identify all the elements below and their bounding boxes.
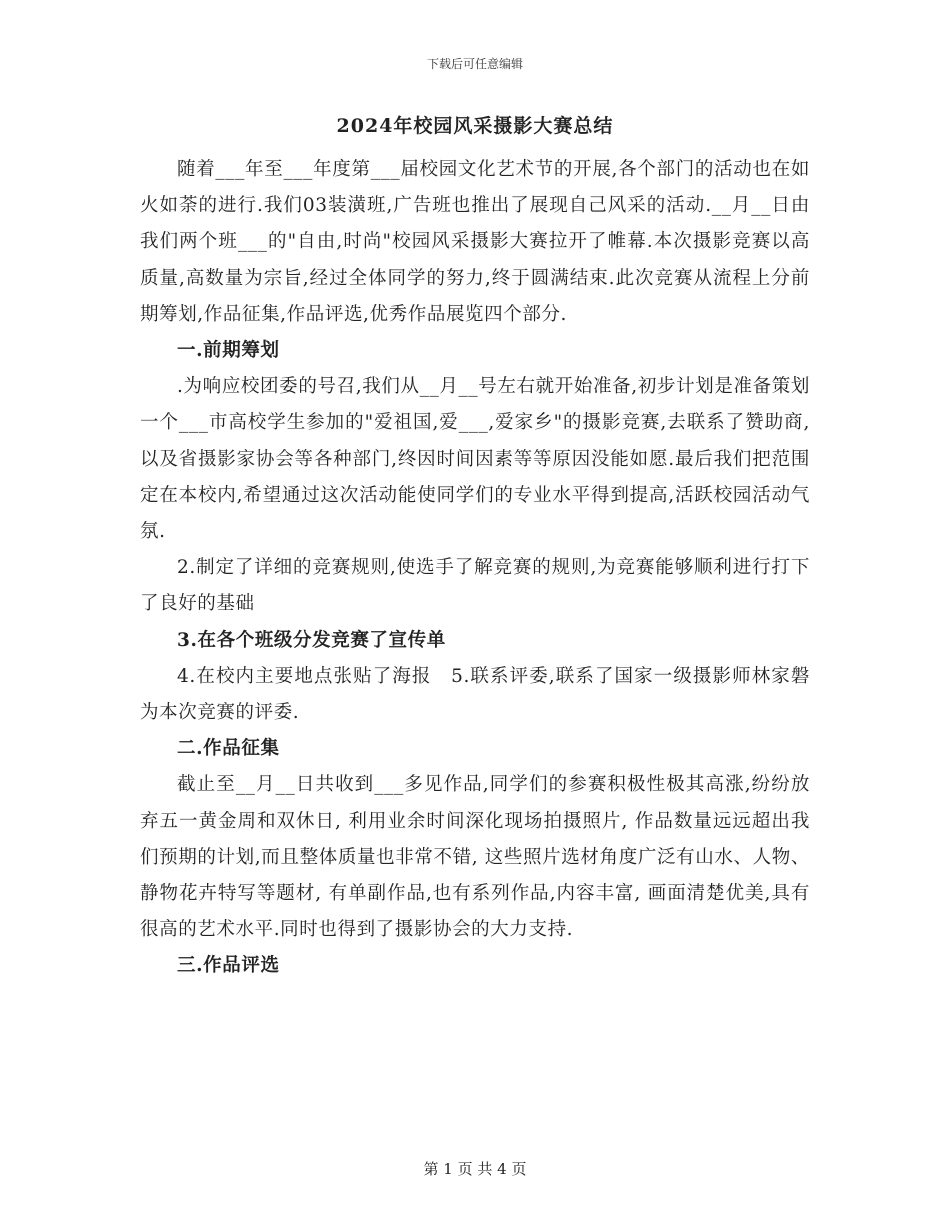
paragraph-planning-2: 2.制定了详细的竞赛规则,使选手了解竞赛的规则,为竞赛能够顺利进行打下了良好的基础	[140, 557, 810, 615]
paragraph-intro: 随着___年至___年度第___届校园文化艺术节的开展,各个部门的活动也在如火如荼的进行.我们03装潢班,广告班也推出了展现自己风采的活动.__月__日由我们两个班___的"自由,时尚"校园风采摄影大赛拉开了帷幕.本次摄影竞赛以高质量,高数量为宗旨,经过全体同学的努力,终于圆满结束.此次竞赛从流程上分前期筹划,作品征集,作品评选,优秀作品展览四个部分.	[140, 159, 810, 325]
subheading-flyers: 3.在各个班级分发竞赛了宣传单	[177, 629, 446, 651]
paragraph-planning-1: .为响应校团委的号召,我们从__月__号左右就开始准备,初步计划是准备策划一个___市高校学生参加的"爱祖国,爱___,爱家乡"的摄影竞赛,去联系了赞助商,以及省摄影家协会等各种部门,终因时间因素等等原因没能如愿.最后我们把范围定在本校内,希望通过这次活动能使同学们的专业水平得到提高,活跃校园活动气氛.	[140, 376, 810, 543]
section-heading-planning: 一.前期筹划	[177, 340, 280, 362]
header-note: 下载后可任意编辑	[426, 57, 523, 71]
page-number-footer: 第 1 页 共 4 页	[423, 1160, 527, 1178]
document-title: 2024年校园风采摄影大赛总结	[336, 115, 614, 137]
paragraph-collection: 截止至__月__日共收到___多见作品,同学们的参赛积极性极其高涨,纷纷放弃五一黄金周和双休日, 利用业余时间深化现场拍摄照片, 作品数量远远超出我们预期的计划,而且整体质量也非常不错, 这些照片选材角度广泛有山水、人物、静物花卉特写等题材, 有单副作品,也有系列作品,内容丰富, 画面清楚优美,具有很高的艺术水平.同时也得到了摄影协会的大力支持.	[140, 774, 810, 941]
document-body	[140, 110, 810, 985]
section-heading-judging: 三.作品评选	[177, 955, 280, 977]
paragraph-planning-4-5: 4.在校内主要地点张贴了海报 5.联系评委,联系了国家一级摄影师林家磐为本次竞赛的评委.	[140, 665, 810, 724]
section-heading-collection: 二.作品征集	[177, 738, 280, 760]
